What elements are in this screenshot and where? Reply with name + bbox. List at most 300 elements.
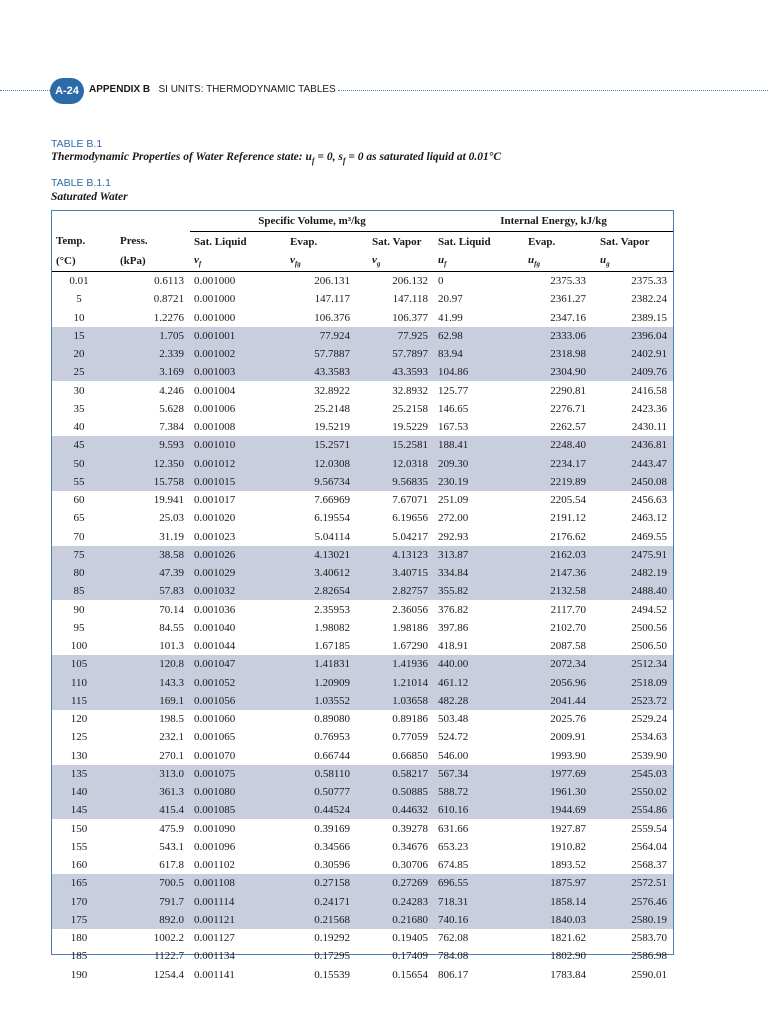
press-cell: 0.6113	[106, 272, 190, 290]
ufg-cell: 2276.71	[550, 402, 587, 415]
vg-cell: 0.17409	[392, 950, 429, 963]
press-cell: 700.5	[106, 874, 190, 892]
vfg-cell: 2.35953	[314, 603, 350, 616]
table-label: TABLE B.1	[51, 138, 103, 150]
vfg-cell: 147.117	[314, 293, 350, 306]
ug-cell: 2494.52	[631, 603, 668, 616]
vg-cell: 19.5229	[392, 421, 429, 434]
energy-sat-vapor-header: Sat. Vapor	[600, 235, 650, 248]
table-row	[52, 527, 673, 545]
temp-cell: 80	[52, 564, 106, 582]
table-row	[52, 637, 673, 655]
vfg-cell: 4.13021	[280, 546, 356, 564]
vfg-cell: 12.0308	[280, 454, 356, 472]
table-row	[52, 308, 673, 326]
vf-cell: 0.001015	[190, 473, 280, 491]
vf-cell: 0.001047	[190, 655, 280, 673]
temp-cell: 10	[73, 311, 85, 324]
ug-cell: 2382.24	[631, 293, 668, 306]
press-cell: 791.7	[106, 892, 190, 910]
press-cell: 25.03	[159, 512, 184, 525]
press-cell: 313.0	[106, 765, 190, 783]
vf-cell: 0.001036	[194, 603, 236, 616]
temp-cell: 70	[73, 530, 85, 543]
vf-cell: 0.001020	[194, 512, 236, 525]
vfg-cell: 1.98082	[314, 621, 350, 634]
vfg-cell: 0.30596	[314, 859, 350, 872]
table-row	[52, 911, 673, 929]
uf-cell: 376.82	[438, 603, 469, 616]
press-cell: 270.1	[159, 749, 184, 762]
temp-cell: 100	[70, 640, 88, 653]
vg-cell: 7.67071	[392, 494, 429, 507]
header-group-row	[52, 211, 673, 231]
vfg-cell: 0.34566	[314, 840, 350, 853]
vg-cell: 3.40715	[356, 564, 434, 582]
vg-cell: 0.50885	[356, 783, 434, 801]
ug-cell: 2523.72	[592, 692, 673, 710]
vg-cell: 147.118	[392, 293, 429, 306]
temp-cell: 160	[70, 859, 88, 872]
ufg-cell: 2087.58	[550, 640, 587, 653]
uf-cell: 524.72	[438, 731, 469, 744]
uf-cell: 355.82	[434, 582, 518, 600]
ufg-cell: 2205.54	[550, 494, 587, 507]
vfg-cell: 0.44524	[280, 801, 356, 819]
ufg-cell: 2304.90	[518, 363, 592, 381]
uf-cell: 167.53	[438, 421, 469, 434]
temp-header: Temp.	[56, 235, 86, 248]
table-row	[52, 856, 673, 874]
table-row	[52, 345, 673, 363]
ug-cell: 2416.58	[631, 384, 668, 397]
vfg-cell: 77.924	[280, 327, 356, 345]
press-cell: 169.1	[106, 692, 190, 710]
vf-cell: 0.001001	[190, 327, 280, 345]
vol-sat-liquid-header: Sat. Liquid	[194, 235, 247, 248]
uf-cell: 461.12	[434, 673, 518, 691]
uf-cell: 674.85	[438, 859, 469, 872]
vol-evap-header: Evap.	[290, 235, 318, 248]
vfg-cell: 0.15539	[314, 968, 350, 981]
uf-cell: 806.17	[438, 968, 469, 981]
temp-unit: (°C)	[56, 255, 76, 268]
vg-cell: 6.19656	[392, 512, 429, 525]
vg-cell: 106.377	[392, 311, 429, 324]
table-row	[52, 892, 673, 910]
vg-cell: 12.0318	[356, 454, 434, 472]
vfg-cell: 9.56734	[280, 473, 356, 491]
uf-cell: 482.28	[434, 692, 518, 710]
temp-cell: 55	[52, 473, 106, 491]
uf-cell: 292.93	[438, 530, 469, 543]
ug-cell: 2450.08	[592, 473, 673, 491]
press-cell: 47.39	[106, 564, 190, 582]
ug-cell: 2488.40	[592, 582, 673, 600]
vg-cell: 0.30706	[392, 859, 429, 872]
uf-cell: 397.86	[438, 621, 469, 634]
press-cell: 1122.7	[154, 950, 184, 963]
vf-cell: 0.001065	[194, 731, 236, 744]
header-unit-row	[52, 252, 673, 272]
press-cell: 1.2276	[153, 311, 184, 324]
press-cell: 4.246	[159, 384, 184, 397]
uf-cell: 740.16	[434, 911, 518, 929]
table-row	[52, 509, 673, 527]
uf-cell: 272.00	[438, 512, 469, 525]
ufg-cell: 1961.30	[518, 783, 592, 801]
vf-cell: 0.001002	[190, 345, 280, 363]
table-row	[52, 290, 673, 308]
uf-cell: 567.34	[434, 765, 518, 783]
temp-cell: 40	[73, 421, 85, 434]
press-cell: 361.3	[106, 783, 190, 801]
table-row	[52, 473, 673, 491]
vf-cell: 0.001006	[194, 402, 236, 415]
subtable-label: TABLE B.1.1	[51, 177, 111, 189]
vg-cell: 77.925	[356, 327, 434, 345]
table-body	[52, 272, 673, 984]
ug-cell: 2545.03	[592, 765, 673, 783]
ufg-cell: 1783.84	[550, 968, 587, 981]
vg-cell: 5.04217	[392, 530, 429, 543]
vg-cell: 1.41936	[356, 655, 434, 673]
vfg-cell: 0.89080	[314, 713, 350, 726]
ug-cell: 2572.51	[592, 874, 673, 892]
ug-cell: 2436.81	[592, 436, 673, 454]
ug-cell: 2583.70	[631, 932, 668, 945]
vfg-cell: 1.20909	[280, 673, 356, 691]
vfg-cell: 0.58110	[280, 765, 356, 783]
temp-cell: 90	[73, 603, 85, 616]
press-cell: 543.1	[159, 840, 184, 853]
symbol-vf: $v_f$	[194, 254, 202, 269]
temp-cell: 75	[52, 546, 106, 564]
vg-cell: 0.15654	[392, 968, 429, 981]
press-cell: 12.350	[106, 454, 190, 472]
vg-cell: 57.7897	[356, 345, 434, 363]
ufg-cell: 2072.34	[518, 655, 592, 673]
vfg-cell: 19.5219	[314, 421, 350, 434]
header-name-row	[52, 231, 673, 251]
ug-cell: 2590.01	[631, 968, 668, 981]
energy-evap-header: Evap.	[528, 235, 556, 248]
table-row	[52, 673, 673, 691]
ufg-cell: 2147.36	[518, 564, 592, 582]
table-row	[52, 929, 673, 947]
uf-cell: 588.72	[434, 783, 518, 801]
vf-cell: 0.001000	[190, 272, 280, 290]
ufg-cell: 2117.70	[550, 603, 587, 616]
temp-cell: 115	[52, 692, 106, 710]
symbol-vg: $v_g$	[372, 254, 381, 269]
subtable-title: Saturated Water	[51, 191, 128, 203]
table-row	[52, 381, 673, 399]
ufg-cell: 2347.16	[550, 311, 587, 324]
vfg-cell: 0.17295	[314, 950, 350, 963]
vfg-cell: 43.3583	[280, 363, 356, 381]
ufg-cell: 2176.62	[550, 530, 587, 543]
temp-cell: 15	[52, 327, 106, 345]
uf-cell: 334.84	[434, 564, 518, 582]
ufg-cell: 1910.82	[550, 840, 587, 853]
vf-cell: 0.001012	[190, 454, 280, 472]
ufg-cell: 1977.69	[518, 765, 592, 783]
vg-cell: 0.44632	[356, 801, 434, 819]
ufg-cell: 1821.62	[550, 932, 587, 945]
table-row	[52, 746, 673, 764]
table-row	[52, 765, 673, 783]
press-cell: 1002.2	[153, 932, 184, 945]
vfg-cell: 0.27158	[280, 874, 356, 892]
vfg-cell: 32.8922	[314, 384, 350, 397]
vg-cell: 206.132	[356, 272, 434, 290]
uf-cell: 41.99	[438, 311, 463, 324]
table-title: Thermodynamic Properties of Water Reference state: $u_f = 0$, $s_f = 0$ as saturated liquid at 0.01°C	[51, 151, 502, 166]
ug-cell: 2550.02	[592, 783, 673, 801]
vfg-cell: 6.19554	[314, 512, 350, 525]
vf-cell: 0.001134	[194, 950, 235, 963]
ufg-cell: 1944.69	[518, 801, 592, 819]
ug-cell: 2463.12	[631, 512, 668, 525]
vg-cell: 0.21680	[356, 911, 434, 929]
ufg-cell: 2318.98	[518, 345, 592, 363]
uf-cell: 631.66	[438, 822, 469, 835]
temp-cell: 145	[52, 801, 106, 819]
uf-cell: 418.91	[438, 640, 469, 653]
ug-cell: 2576.46	[592, 892, 673, 910]
ufg-cell: 2375.33	[518, 272, 592, 290]
temp-cell: 85	[52, 582, 106, 600]
vf-cell: 0.001056	[190, 692, 280, 710]
ufg-cell: 1993.90	[550, 749, 587, 762]
vf-cell: 0.001060	[194, 713, 236, 726]
ug-cell: 2443.47	[592, 454, 673, 472]
vf-cell: 0.001052	[190, 673, 280, 691]
vfg-cell: 0.66744	[314, 749, 350, 762]
vf-cell: 0.001044	[194, 640, 236, 653]
appendix-subtitle: SI UNITS: THERMODYNAMIC TABLES	[158, 84, 336, 95]
vg-cell: 1.98186	[392, 621, 429, 634]
uf-cell: 696.55	[434, 874, 518, 892]
table-row	[52, 272, 673, 290]
press-cell: 31.19	[159, 530, 184, 543]
vfg-cell: 206.131	[280, 272, 356, 290]
press-cell: 70.14	[159, 603, 184, 616]
table-row	[52, 874, 673, 892]
ug-cell: 2559.54	[631, 822, 668, 835]
vf-cell: 0.001085	[190, 801, 280, 819]
vfg-cell: 0.39169	[314, 822, 350, 835]
temp-cell: 5	[76, 293, 82, 306]
table-row	[52, 728, 673, 746]
press-cell: 7.384	[159, 421, 184, 434]
uf-cell: 313.87	[434, 546, 518, 564]
vg-cell: 25.2158	[392, 402, 429, 415]
vf-cell: 0.001080	[190, 783, 280, 801]
ufg-cell: 2361.27	[550, 293, 587, 306]
temp-cell: 185	[70, 950, 88, 963]
uf-cell: 146.65	[438, 402, 469, 415]
vfg-cell: 0.76953	[314, 731, 350, 744]
table-row	[52, 783, 673, 801]
press-unit: (kPa)	[120, 255, 146, 268]
uf-cell: 610.16	[434, 801, 518, 819]
press-cell: 3.169	[106, 363, 190, 381]
vf-cell: 0.001023	[194, 530, 236, 543]
temp-cell: 60	[73, 494, 85, 507]
vf-cell: 0.001004	[194, 384, 236, 397]
press-cell: 475.9	[159, 822, 184, 835]
press-cell: 5.628	[159, 402, 184, 415]
saturated-water-table	[51, 210, 674, 981]
vg-cell: 0.39278	[392, 822, 429, 835]
ufg-cell: 1802.90	[550, 950, 587, 963]
ug-cell: 2409.76	[592, 363, 673, 381]
dotted-rule-right	[338, 90, 768, 91]
vf-cell: 0.001127	[194, 932, 235, 945]
vfg-cell: 0.19292	[314, 932, 350, 945]
press-cell: 38.58	[106, 546, 190, 564]
ufg-cell: 2009.91	[550, 731, 587, 744]
press-cell: 232.1	[159, 731, 184, 744]
page-number-badge: A-24	[50, 78, 84, 104]
ug-cell: 2423.36	[631, 402, 668, 415]
ufg-cell: 2248.40	[518, 436, 592, 454]
uf-cell: 653.23	[438, 840, 469, 853]
table-row	[52, 400, 673, 418]
specific-volume-header: Specific Volume, m³/kg	[190, 211, 434, 231]
vg-cell: 2.82757	[356, 582, 434, 600]
press-cell: 84.55	[159, 621, 184, 634]
symbol-uf: $u_f$	[438, 254, 447, 269]
vg-cell: 0.89186	[392, 713, 429, 726]
temp-cell: 110	[52, 673, 106, 691]
press-cell: 0.8721	[153, 293, 184, 306]
uf-cell: 784.08	[438, 950, 469, 963]
table-row	[52, 454, 673, 472]
temp-cell: 35	[73, 402, 85, 415]
ug-cell: 2529.24	[631, 713, 668, 726]
vfg-cell: 5.04114	[314, 530, 350, 543]
press-cell: 101.3	[159, 640, 184, 653]
ug-cell: 2500.56	[631, 621, 668, 634]
ufg-cell: 1927.87	[550, 822, 587, 835]
ufg-cell: 2191.12	[550, 512, 587, 525]
press-cell: 617.8	[159, 859, 184, 872]
temp-cell: 190	[70, 968, 88, 981]
press-cell: 892.0	[106, 911, 190, 929]
uf-cell: 251.09	[438, 494, 469, 507]
temp-cell: 150	[70, 822, 88, 835]
ug-cell: 2518.09	[592, 673, 673, 691]
symbol-ug: $u_g$	[600, 254, 610, 269]
ug-cell: 2402.91	[592, 345, 673, 363]
ufg-cell: 2041.44	[518, 692, 592, 710]
vf-cell: 0.001003	[190, 363, 280, 381]
ug-cell: 2475.91	[592, 546, 673, 564]
vg-cell: 0.34676	[392, 840, 429, 853]
ufg-cell: 2102.70	[550, 621, 587, 634]
ug-cell: 2580.19	[592, 911, 673, 929]
uf-cell: 503.48	[438, 713, 469, 726]
vf-cell: 0.001032	[190, 582, 280, 600]
temp-cell: 0.01	[52, 272, 106, 290]
uf-cell: 83.94	[434, 345, 518, 363]
vf-cell: 0.001108	[190, 874, 280, 892]
table-row	[52, 327, 673, 345]
vfg-cell: 0.24171	[280, 892, 356, 910]
vg-cell: 4.13123	[356, 546, 434, 564]
uf-cell: 440.00	[434, 655, 518, 673]
vf-cell: 0.001114	[190, 892, 280, 910]
temp-cell: 170	[52, 892, 106, 910]
ufg-cell: 1840.03	[518, 911, 592, 929]
appendix-label: APPENDIX B	[89, 84, 151, 95]
vg-cell: 1.03658	[356, 692, 434, 710]
vf-cell: 0.001017	[194, 494, 236, 507]
temp-cell: 125	[70, 731, 88, 744]
uf-cell: 188.41	[434, 436, 518, 454]
vg-cell: 1.67290	[392, 640, 429, 653]
symbol-vfg: $v_{fg}$	[290, 254, 301, 269]
ug-cell: 2506.50	[631, 640, 668, 653]
uf-cell: 546.00	[438, 749, 469, 762]
vfg-cell: 15.2571	[280, 436, 356, 454]
ufg-cell: 1893.52	[550, 859, 587, 872]
uf-cell: 718.31	[434, 892, 518, 910]
vf-cell: 0.001096	[194, 840, 236, 853]
vf-cell: 0.001008	[194, 421, 236, 434]
press-cell: 198.5	[159, 713, 184, 726]
ug-cell: 2564.04	[631, 840, 668, 853]
vf-cell: 0.001000	[194, 293, 236, 306]
vfg-cell: 0.21568	[280, 911, 356, 929]
ufg-cell: 2234.17	[518, 454, 592, 472]
uf-cell: 104.86	[434, 363, 518, 381]
ug-cell: 2396.04	[592, 327, 673, 345]
vfg-cell: 0.50777	[280, 783, 356, 801]
table-row	[52, 436, 673, 454]
vfg-cell: 1.03552	[280, 692, 356, 710]
temp-cell: 175	[52, 911, 106, 929]
temp-cell: 140	[52, 783, 106, 801]
vg-cell: 1.21014	[356, 673, 434, 691]
vf-cell: 0.001010	[190, 436, 280, 454]
temp-cell: 135	[52, 765, 106, 783]
uf-cell: 230.19	[434, 473, 518, 491]
ug-cell: 2375.33	[592, 272, 673, 290]
table-row	[52, 582, 673, 600]
ufg-cell: 2262.57	[550, 421, 587, 434]
uf-cell: 762.08	[438, 932, 469, 945]
uf-cell: 20.97	[438, 293, 463, 306]
vg-cell: 0.27269	[356, 874, 434, 892]
ufg-cell: 2056.96	[518, 673, 592, 691]
vg-cell: 32.8932	[392, 384, 429, 397]
press-cell: 120.8	[106, 655, 190, 673]
running-head	[89, 84, 336, 95]
ufg-cell: 2162.03	[518, 546, 592, 564]
vfg-cell: 7.66969	[314, 494, 350, 507]
temp-cell: 95	[73, 621, 85, 634]
press-cell: 19.941	[153, 494, 184, 507]
ufg-cell: 2290.81	[550, 384, 587, 397]
press-cell: 15.758	[106, 473, 190, 491]
press-cell: 415.4	[106, 801, 190, 819]
uf-cell: 0	[434, 272, 518, 290]
vf-cell: 0.001102	[194, 859, 235, 872]
